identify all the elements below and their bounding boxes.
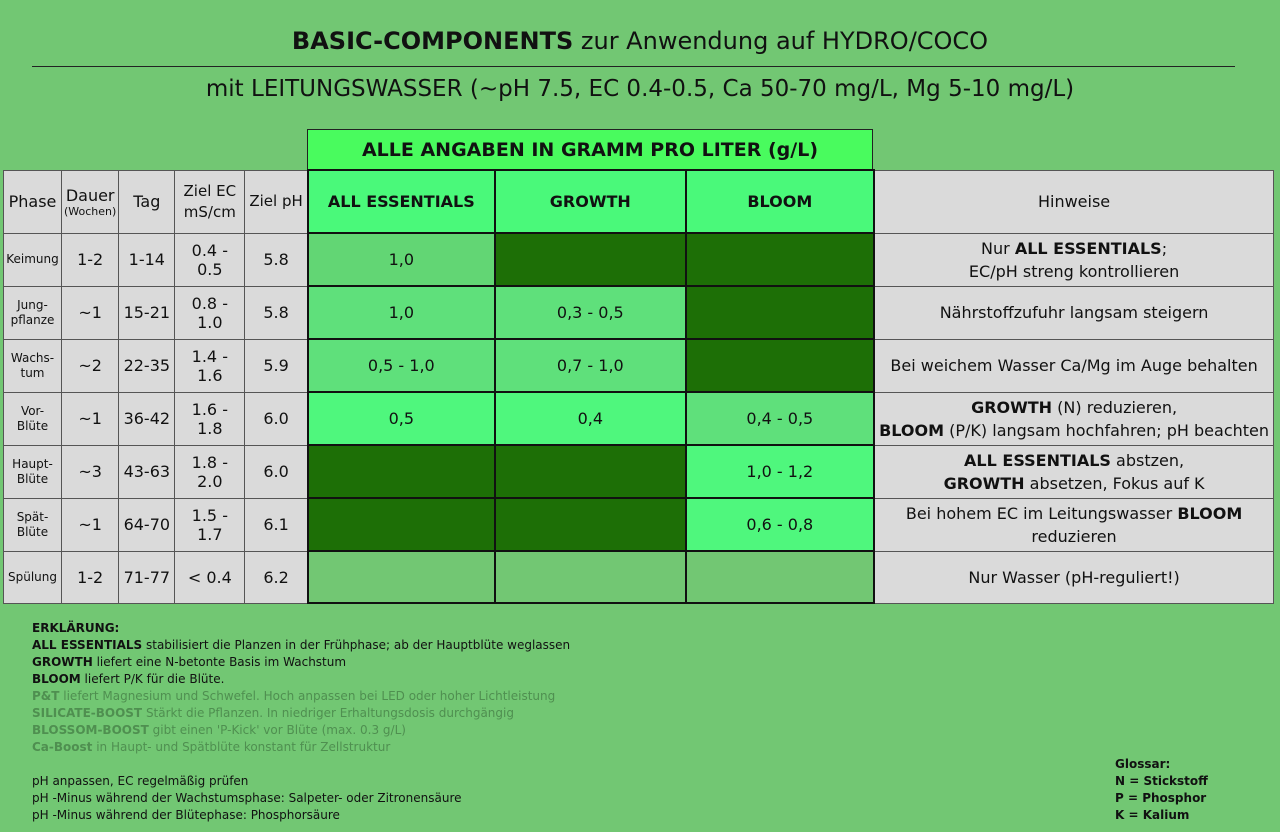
dauer-cell: ~3 (62, 445, 119, 498)
ec-cell: 1.8 - 2.0 (175, 445, 245, 498)
hint-cell: Nährstoffzufuhr langsam steigern (874, 286, 1274, 339)
tag-cell: 71-77 (119, 551, 175, 603)
legend (32, 620, 570, 824)
legend-item: BLOSSOM-BOOST gibt einen 'P-Kick' vor Blüte (max. 0.3 g/L) (32, 723, 406, 737)
hint-cell: Bei hohem EC im Leitungswasser BLOOM reduzieren (874, 498, 1274, 551)
legend-item: SILICATE-BOOST Stärkt die Pflanzen. In niedriger Erhaltungsdosis durchgängig (32, 706, 514, 720)
dose-all-essentials: 0,5 - 1,0 (308, 339, 495, 392)
ec-cell: 1.5 - 1.7 (175, 498, 245, 551)
legend-item: BLOOM liefert P/K für die Blüte. (32, 672, 225, 686)
dose-bloom (686, 286, 874, 339)
header-dauer: Dauer (Wochen) (62, 170, 119, 233)
header-growth: GROWTH (495, 170, 686, 233)
glossary-item: P = Phosphor (1115, 791, 1207, 805)
phase-cell: Spülung (4, 551, 62, 603)
legend-tip: pH anpassen, EC regelmäßig prüfen (32, 774, 249, 788)
dose-growth: 0,4 (495, 392, 686, 445)
dose-all-essentials: 1,0 (308, 233, 495, 286)
dose-bloom: 0,6 - 0,8 (686, 498, 874, 551)
dose-growth: 0,7 - 1,0 (495, 339, 686, 392)
hint-cell: Bei weichem Wasser Ca/Mg im Auge behalten (874, 339, 1274, 392)
ph-cell: 6.1 (245, 498, 308, 551)
ph-cell: 5.9 (245, 339, 308, 392)
ec-cell: 0.4 - 0.5 (175, 233, 245, 286)
dose-growth (495, 233, 686, 286)
ec-cell: 1.4 - 1.6 (175, 339, 245, 392)
page-title: BASIC-COMPONENTS zur Anwendung auf HYDRO/COCO (291, 27, 989, 55)
ph-cell: 5.8 (245, 286, 308, 339)
ec-cell: < 0.4 (175, 551, 245, 603)
glossary-item: N = Stickstoff (1115, 774, 1208, 788)
dose-growth (495, 445, 686, 498)
legend-heading: ERKLÄRUNG: (32, 621, 120, 635)
legend-item: Ca-Boost in Haupt- und Spätblüte konstant für Zellstruktur (32, 740, 391, 754)
nutrient-schedule-table (3, 169, 1274, 604)
header-bloom: BLOOM (686, 170, 874, 233)
hint-cell: Nur Wasser (pH-reguliert!) (874, 551, 1274, 603)
dose-all-essentials: 1,0 (308, 286, 495, 339)
ph-cell: 6.0 (245, 445, 308, 498)
dose-bloom (686, 233, 874, 286)
legend-tip: pH -Minus während der Blütephase: Phosphorsäure (32, 808, 340, 822)
ph-cell: 5.8 (245, 233, 308, 286)
ec-cell: 1.6 - 1.8 (175, 392, 245, 445)
table-header-row (4, 170, 1274, 233)
header-ph: Ziel pH (245, 170, 308, 233)
phase-cell: Spät- Blüte (4, 498, 62, 551)
page-subtitle: mit LEITUNGSWASSER (~pH 7.5, EC 0.4-0.5, Ca 50-70 mg/L, Mg 5-10 mg/L) (205, 76, 1075, 102)
hint-cell: Nur ALL ESSENTIALS; EC/pH streng kontrollieren (874, 233, 1274, 286)
ph-cell: 6.0 (245, 392, 308, 445)
ec-cell: 0.8 - 1.0 (175, 286, 245, 339)
table-row (4, 392, 1274, 445)
phase-cell: Wachs- tum (4, 339, 62, 392)
table-row (4, 445, 1274, 498)
hint-cell: ALL ESSENTIALS abstzen, GROWTH absetzen, Fokus auf K (874, 445, 1274, 498)
phase-cell: Keimung (4, 233, 62, 286)
tag-cell: 22-35 (119, 339, 175, 392)
legend-item: ALL ESSENTIALS stabilisiert die Planzen in der Frühphase; ab der Hauptblüte weglassen (32, 638, 571, 652)
dose-all-essentials (308, 445, 495, 498)
glossary-item: K = Kalium (1115, 808, 1190, 822)
tag-cell: 43-63 (119, 445, 175, 498)
dose-bloom: 1,0 - 1,2 (686, 445, 874, 498)
dose-all-essentials: 0,5 (308, 392, 495, 445)
header-all-essentials: ALL ESSENTIALS (308, 170, 495, 233)
unit-header: ALLE ANGABEN IN GRAMM PRO LITER (g/L) (307, 129, 873, 170)
table-row (4, 339, 1274, 392)
dauer-cell: ~1 (62, 286, 119, 339)
legend-tip: pH -Minus während der Wachstumsphase: Salpeter- oder Zitronensäure (32, 791, 462, 805)
ph-cell: 6.2 (245, 551, 308, 603)
phase-cell: Jung- pflanze (4, 286, 62, 339)
header-hinweise: Hinweise (874, 170, 1274, 233)
glossary-heading: Glossar: (1115, 757, 1171, 771)
header-phase: Phase (4, 170, 62, 233)
dose-growth: 0,3 - 0,5 (495, 286, 686, 339)
hint-cell: GROWTH (N) reduzieren, BLOOM (P/K) langsam hochfahren; pH beachten (874, 392, 1274, 445)
dose-growth (495, 551, 686, 603)
header-ec: Ziel EC mS/cm (175, 170, 245, 233)
dauer-cell: ~1 (62, 498, 119, 551)
dauer-cell: 1-2 (62, 233, 119, 286)
dauer-cell: 1-2 (62, 551, 119, 603)
header-tag: Tag (119, 170, 175, 233)
dose-growth (495, 498, 686, 551)
legend-item: P&T liefert Magnesium und Schwefel. Hoch anpassen bei LED oder hoher Lichtleistung (32, 689, 556, 703)
dauer-cell: ~1 (62, 392, 119, 445)
dose-all-essentials (308, 498, 495, 551)
tag-cell: 15-21 (119, 286, 175, 339)
dose-bloom (686, 339, 874, 392)
table-row (4, 233, 1274, 286)
dose-bloom (686, 551, 874, 603)
tag-cell: 64-70 (119, 498, 175, 551)
phase-cell: Haupt- Blüte (4, 445, 62, 498)
phase-cell: Vor- Blüte (4, 392, 62, 445)
table-row (4, 498, 1274, 551)
legend-item: GROWTH liefert eine N-betonte Basis im Wachstum (32, 655, 347, 669)
table-row (4, 551, 1274, 603)
dose-all-essentials (308, 551, 495, 603)
tag-cell: 1-14 (119, 233, 175, 286)
title-divider (32, 66, 1235, 67)
table-row (4, 286, 1274, 339)
dauer-cell: ~2 (62, 339, 119, 392)
glossary (1115, 756, 1208, 824)
tag-cell: 36-42 (119, 392, 175, 445)
dose-bloom: 0,4 - 0,5 (686, 392, 874, 445)
